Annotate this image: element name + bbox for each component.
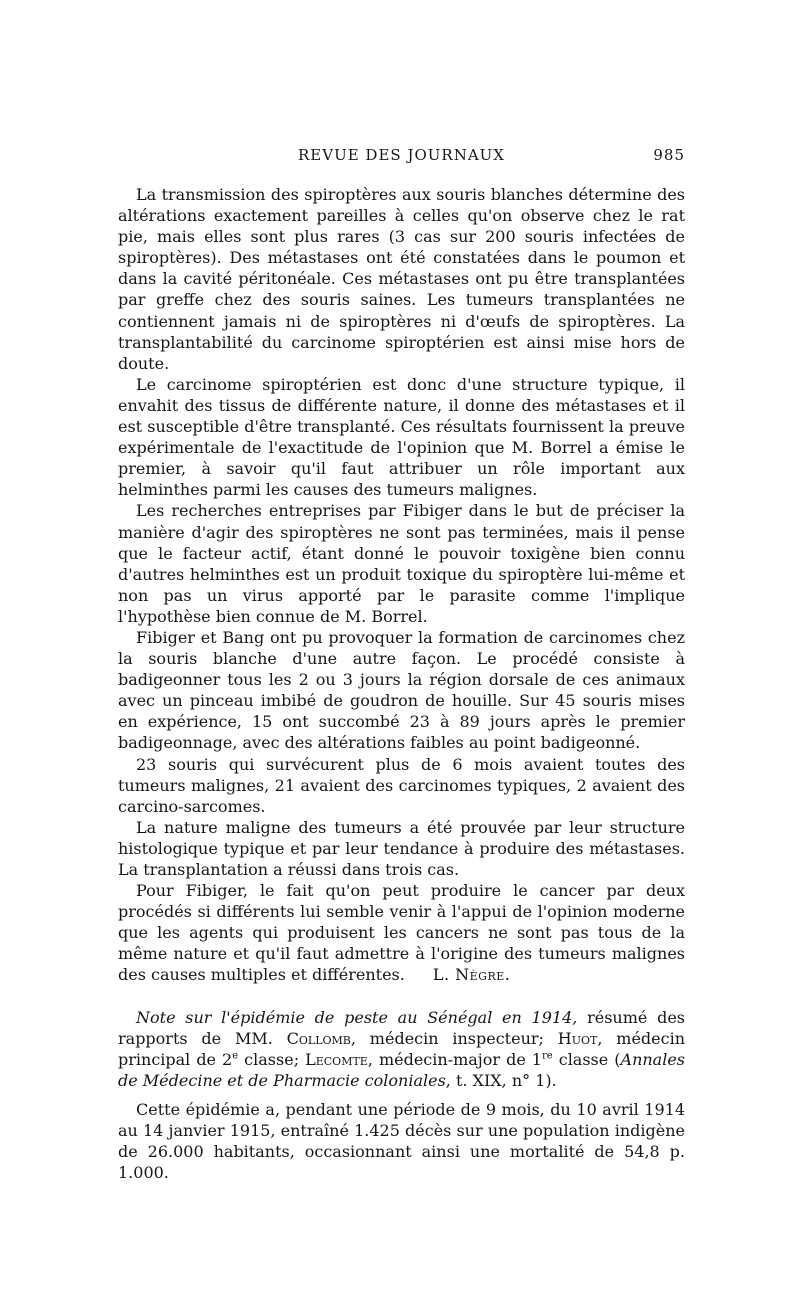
paragraph-with-signature	[118, 880, 685, 985]
notice-text: , médecin-major de 1	[367, 1049, 542, 1069]
paragraph: Les recherches entreprises par Fibiger dans le but de préciser la manière d'agir des spiroptères ne sont pas terminées, mais il pense que le facteur actif, étant donné le pouvoir toxigène bien connu d'autres helminthes est un produit toxique du spiroptère lui-même et non pas un virus apporté par le parasite comme l'implique l'hypothèse bien connue de M. Borrel.	[118, 501, 685, 626]
page-header	[118, 146, 685, 170]
notice-text: , médecin principal de 2	[118, 1028, 686, 1069]
journal-name: Annales de Médecine et de Pharmacie coloniales	[118, 1049, 686, 1090]
paragraph: 23 souris qui survécurent plus de 6 mois avaient toutes des tumeurs malignes, 21 avaient des carcinomes typiques, 2 avaient des carcino-sarcomes.	[118, 754, 685, 816]
notice-text: classe;	[238, 1049, 306, 1069]
superscript: re	[542, 1050, 553, 1062]
article-body	[118, 184, 685, 1183]
review-notice	[118, 1007, 685, 1091]
paragraph-text: Pour Fibiger, le fait qu'on peut produire le cancer par deux procédés si différents lui semble venir à l'appui de l'opinion moderne que les agents qui produisent les cancers ne sont pas tous de la même nature et qu'il faut admettre à l'origine des tumeurs malignes des causes multiples et différentes.	[118, 881, 685, 985]
paragraph: Fibiger et Bang ont pu provoquer la formation de carcinomes chez la souris blanche d'une autre façon. Le procédé consiste à badigeonner tous les 2 ou 3 jours la région dorsale de ces animaux avec un pinceau imbibé de goudron de houille. Sur 45 souris mises en expérience, 15 ont succombé 23 à 89 jours après le premier badigeonnage, avec des altérations faibles au point badigeonné.	[118, 627, 685, 753]
paragraph: Le carcinome spiroptérien est donc d'une structure typique, il envahit des tissus de différente nature, il donne des métastases et il est susceptible d'être transplanté. Ces résultats fournissent la preuve expérimentale de l'exactitude de l'opinion que M. Borrel a émise le premier, à savoir qu'il faut attribuer un rôle important aux helminthes parmi les causes des tumeurs malignes.	[118, 374, 685, 500]
author-name: Collomb	[286, 1028, 351, 1048]
paragraph: La nature maligne des tumeurs a été prouvée par leur structure histologique typique et par leur tendance à produire des métastases. La transplantation a réussi dans trois cas.	[118, 817, 685, 879]
running-title: REVUE DES JOURNAUX	[298, 146, 505, 164]
page-number: 985	[653, 146, 685, 164]
notice-text: , t. XIX, n° 1).	[445, 1070, 557, 1090]
notice-text: , médecin inspecteur;	[350, 1028, 558, 1048]
author-name: Lecomte	[305, 1049, 368, 1069]
superscript: e	[232, 1050, 239, 1062]
notice-text: résumé des rapports de MM.	[118, 1007, 686, 1048]
notice-text: classe (	[552, 1049, 621, 1069]
notice-paragraph: Cette épidémie a, pendant une période de 9 mois, du 10 avril 1914 au 14 janvier 1915, entraîné 1.425 décès sur une population indigène de 26.000 habitants, occasionnant ainsi une mortalité de 54,8 p. 1.000.	[118, 1099, 685, 1183]
paragraph: La transmission des spiroptères aux souris blanches détermine des altérations exactement pareilles à celles qu'on observe chez le rat pie, mais elles sont plus rares (3 cas sur 200 souris infectées de spiroptères). Des métastases ont été constatées dans le poumon et dans la cavité péritonéale. Ces métastases ont pu être transplantées par greffe chez des souris saines. Les tumeurs transplantées ne contiennent jamais ni de spiroptères ni d'œufs de spiroptères. La transplantabilité du carcinome spiroptérien est ainsi mise hors de doute.	[118, 185, 685, 373]
author-signature: L. Nègre.	[432, 965, 511, 985]
notice-title: Note sur l'épidémie de peste au Sénégal en 1914,	[136, 1007, 578, 1027]
author-name: Huot	[557, 1028, 598, 1048]
